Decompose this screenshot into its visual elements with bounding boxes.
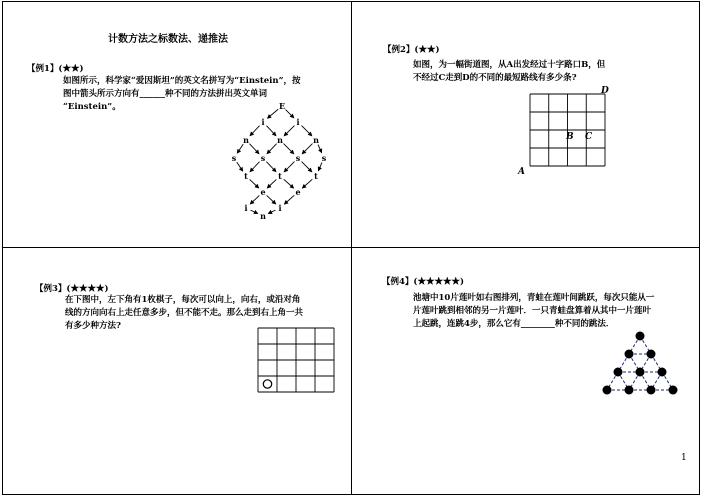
- q1-arrow: [286, 110, 294, 118]
- q4-lotus-triangle: [600, 328, 690, 403]
- q4-lotus-leaf: [647, 350, 656, 359]
- q2-street-grid: [515, 82, 615, 177]
- q3-text-line1: 在下图中，左下角有1枚棋子，每次可以向上，向右，或沿对角: [65, 295, 301, 305]
- q1-arrow: [266, 162, 275, 172]
- q3-stars: (★★★★): [66, 284, 109, 294]
- q1-arrow: [302, 144, 312, 154]
- q1-arrow: [266, 126, 275, 136]
- q2-label-text: 【例2】: [383, 45, 415, 55]
- q1-diagram-letter: s: [321, 153, 327, 163]
- q1-arrow: [250, 179, 259, 187]
- q2-point-c: C: [585, 132, 593, 142]
- q1-arrow: [237, 162, 243, 171]
- q4-lotus-leaf: [625, 350, 634, 359]
- q1-diagram-letter: t: [244, 171, 248, 181]
- q4-stars: (★★★★★): [413, 277, 464, 287]
- q1-diagram-letter: n: [313, 135, 319, 145]
- q1-diagram-letter: s: [295, 153, 301, 163]
- q1-arrow: [284, 195, 294, 204]
- q1-diagram-letter: n: [260, 211, 266, 221]
- page-number: 1: [681, 453, 687, 463]
- q4-lotus-leaf: [658, 368, 667, 377]
- q3-text-line3: 有多少种方法?: [65, 321, 121, 331]
- q2-text-line2: 不经过C走到D的不同的最短路线有多少条?: [413, 73, 577, 83]
- q1-arrow: [237, 144, 243, 153]
- q1-diagram-letter: E: [278, 101, 286, 111]
- q1-text-line3: “Einstein”。: [63, 102, 121, 112]
- q2-stars: (★★): [414, 45, 440, 55]
- q1-arrow: [302, 126, 312, 136]
- q1-einstein-diagram: [228, 100, 328, 221]
- q1-arrow: [318, 145, 322, 153]
- q1-arrow: [302, 179, 312, 188]
- q1-diagram-letter: s: [231, 153, 237, 163]
- q1-diagram-letter: i: [296, 117, 300, 127]
- q1-arrow: [284, 179, 294, 188]
- q1-arrow: [318, 163, 322, 171]
- q1-arrow: [302, 162, 312, 172]
- q4-lotus-leaf: [625, 386, 634, 395]
- q1-arrow: [267, 195, 276, 203]
- q2-label: [383, 44, 439, 57]
- q4-text-line3: 上起跳，连跳4步，那么它有________种不同的跳法．: [413, 319, 615, 329]
- q1-diagram-letter: t: [278, 171, 282, 181]
- horizontal-divider: [2, 247, 700, 248]
- q2-point-b: B: [566, 132, 574, 142]
- q2-point-a: A: [518, 167, 525, 177]
- q1-text-line1: 如图所示，科学家“爱因斯坦”的英文名拼写为“Einstein”，按: [63, 76, 301, 86]
- q4-lotus-leaf: [647, 386, 656, 395]
- q1-diagram-letter: e: [260, 187, 266, 197]
- q3-text-line2: 线的方向向右上走任意多步，但不能不走。那么走到右上角一共: [65, 308, 304, 318]
- q4-lotus-leaf: [636, 368, 645, 377]
- q4-lotus-leaf: [614, 368, 623, 377]
- q1-diagram-letter: n: [243, 135, 249, 145]
- q1-arrow: [267, 144, 276, 154]
- q1-arrow: [268, 210, 275, 213]
- q4-label-text: 【例4】: [382, 277, 414, 287]
- q1-stars: (★★): [58, 64, 84, 74]
- q1-arrow: [284, 162, 294, 172]
- q1-diagram-letter: t: [314, 171, 318, 181]
- q1-diagram-letter: i: [261, 117, 265, 127]
- q1-arrow: [267, 179, 276, 187]
- q1-diagram-letter: i: [278, 203, 282, 213]
- q1-arrow: [251, 210, 258, 213]
- q1-arrow: [250, 195, 259, 203]
- q1-arrow: [250, 126, 259, 136]
- q2-point-d: D: [601, 86, 609, 96]
- q4-text-line1: 池塘中10片莲叶如右图排列，青蛙在莲叶间跳跃，每次只能从一: [413, 293, 655, 303]
- q4-lotus-leaf: [603, 386, 612, 395]
- q2-text-line1: 如图，为一幅街道图，从A出发经过十字路口B，但: [413, 60, 606, 70]
- q1-arrow: [250, 162, 259, 172]
- q1-label-text: 【例1】: [27, 64, 59, 74]
- q3-chess-piece: [263, 380, 271, 388]
- q4-label: [382, 276, 464, 289]
- q1-diagram-letter: n: [277, 135, 283, 145]
- q4-lotus-leaf: [669, 386, 678, 395]
- page-title: 计数方法之标数法、递推法: [108, 34, 228, 45]
- q4-lotus-leaf: [636, 332, 645, 341]
- q1-diagram-letter: e: [295, 187, 301, 197]
- q1-diagram-letter: i: [244, 203, 248, 213]
- q4-text-line2: 片莲叶跳到相邻的另一片莲叶．一只青蛙盘算着从其中一片莲叶: [413, 306, 652, 316]
- q1-arrow: [284, 144, 294, 154]
- q1-diagram-letter: s: [260, 153, 266, 163]
- q1-arrow: [268, 109, 279, 118]
- q1-arrow: [284, 126, 294, 136]
- q1-arrow: [249, 144, 258, 154]
- q3-chess-grid: [258, 328, 338, 398]
- q1-text-line2: 图中箭头所示方向有______种不同的方法拼出英文单词: [63, 89, 268, 99]
- vertical-divider: [351, 1, 352, 495]
- q3-label-text: 【例3】: [35, 284, 67, 294]
